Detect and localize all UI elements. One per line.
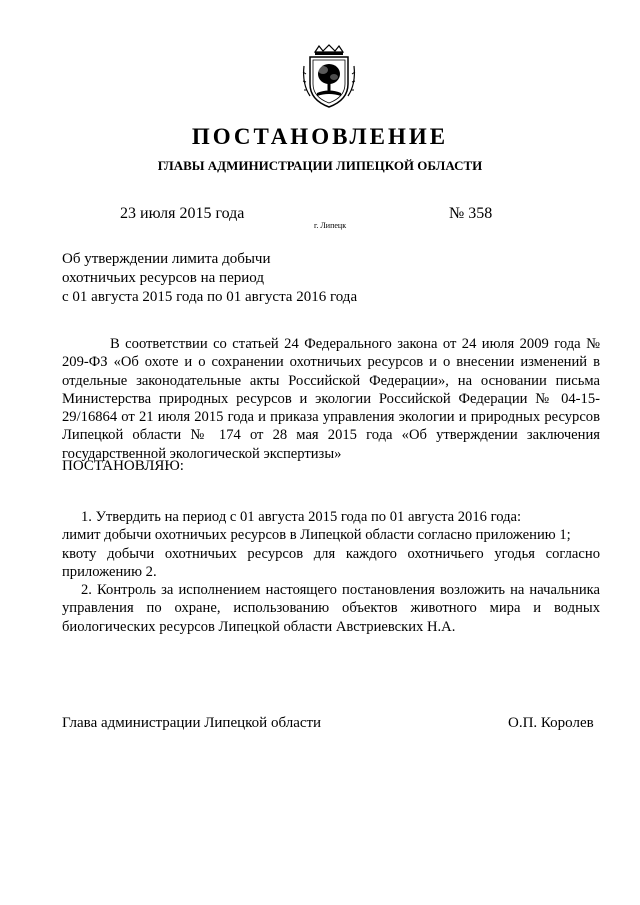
- document-subtitle: ГЛАВЫ АДМИНИСТРАЦИИ ЛИПЕЦКОЙ ОБЛАСТИ: [157, 158, 483, 173]
- signature-position: Глава администрации Липецкой области: [62, 715, 322, 731]
- decree-items: [62, 508, 600, 636]
- item-1: 1. Утвердить на период с 01 августа 2015 года по 01 августа 2016 года:: [81, 509, 522, 525]
- decree-word: ПОСТАНОВЛЯЮ:: [62, 458, 184, 474]
- document-date: 23 июля 2015 года: [120, 205, 245, 222]
- item-2: 2. Контроль за исполнением настоящего постановления возложить на начальника управления по охране, использованию объектов животного мира и водных биологических ресурсов Липецкой области Австриевских Н.А.: [62, 582, 600, 635]
- signature-name: О.П. Королев: [508, 715, 594, 731]
- preamble-paragraph: В соответствии со статьей 24 Федерального закона от 24 июля 2009 года № 209-ФЗ «Об охоте и о сохранении охотничьих ресурсов и о внесении изменений в отдельные законодательные акты Российской Федерации», на основании письма Министерства природных ресурсов и экологии Российской Федерации № 04-15-29/16864 от 21 июля 2015 года и приказа управления экологии и природных ресурсов Липецкой области № 174 от 28 мая 2015 года «Об утверждении заключения государственной экологической экспертизы»: [62, 336, 600, 462]
- item-1-a: лимит добычи охотничьих ресурсов в Липецкой области согласно приложению 1;: [62, 527, 571, 544]
- document-city: г. Липецк: [314, 221, 347, 230]
- subject-line: охотничьих ресурсов на период: [62, 270, 264, 286]
- subject-line: Об утверждении лимита добычи: [62, 251, 271, 267]
- document-subject: [62, 250, 357, 307]
- item-1-b: квоту добычи охотничьих ресурсов для каждого охотничьего угодья согласно приложению 2.: [62, 545, 600, 580]
- document-title: ПОСТАНОВЛЕНИЕ: [191, 124, 449, 149]
- coat-of-arms-icon: [301, 44, 357, 110]
- document-number: № 358: [449, 205, 493, 222]
- subject-line: с 01 августа 2015 года по 01 августа 2016 года: [62, 289, 358, 305]
